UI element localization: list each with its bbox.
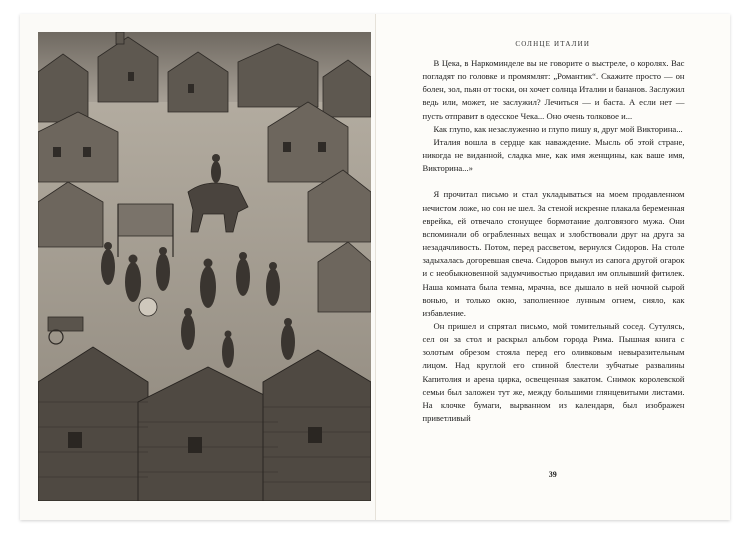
right-page [375,14,731,520]
body-text [423,57,685,425]
letter-paragraph-1: В Цека, в Наркоминделе вы не говорите о выстреле, о королях. Вас погладят по головке и промямлят: „Романтик“. Скажите просто — он болен, зол, пьян от тоски, он хочет солнца Италии и бананов. Заслужил ведь или, может, не заслужил? Лечиться — и баста. А если нет — пусть отправит в одесское Чека... Оно очень толковое и... [422,58,685,121]
letter-paragraph-3: Италия вошла в сердце как наваждение. Мысль об этой стране, никогда не виданной, сладка мне, как имя женщины, как ваше имя, Викторина...» [422,136,685,174]
book-spread [20,14,730,520]
town-illustration-drawing [38,32,371,501]
page-number: 39 [548,470,557,479]
section-gap [423,175,685,188]
letter-paragraph-2: Как глупо, как незаслуженно и глупо пишу я, друг мой Викторина... [433,123,683,134]
narrative-paragraph-1: Я прочитал письмо и стал укладываться на моем продавленном нечистом ложе, но сон не шел. За стеной искренне плакала беременная еврейка, ей отвечало стонущее бормотание долговязого мужа. Они вспоминали об ограбленных вещах и злобствовали друг на друга за незадачливость. Потом, перед рассветом, вернулся Сидоров. На столе задыхалась догоревшая свеча. Сидоров вынул из сапога другой огарок и с необыкновенной задумчивостью придавил им оплывший фитилек. Наша комната была темна, мрачна, все дышало в ней ночной сырой вонью, и только окно, заполненное лунным огнем, сияло, как избавление. [422,189,685,318]
town-illustration [38,32,371,501]
running-head: СОЛНЦЕ ИТАЛИИ [515,40,591,48]
narrative-paragraph-2: Он пришел и спрятал письмо, мой томительный сосед. Сутулясь, сел он за стол и раскрыл альбом города Рима. Пышная книга с золотым обрезом стояла перед его оливковым невыразительным лицом. Над круглой его спиной блестели зубчатые развалины Капитолия и арена цирка, освещенная закатом. Снимок королевской семьи был заложен тут же, между большими глянцевитыми листами. На клочке бумаги, вырванном из календаря, был изображен приветливый [422,320,685,424]
left-page [20,14,375,520]
